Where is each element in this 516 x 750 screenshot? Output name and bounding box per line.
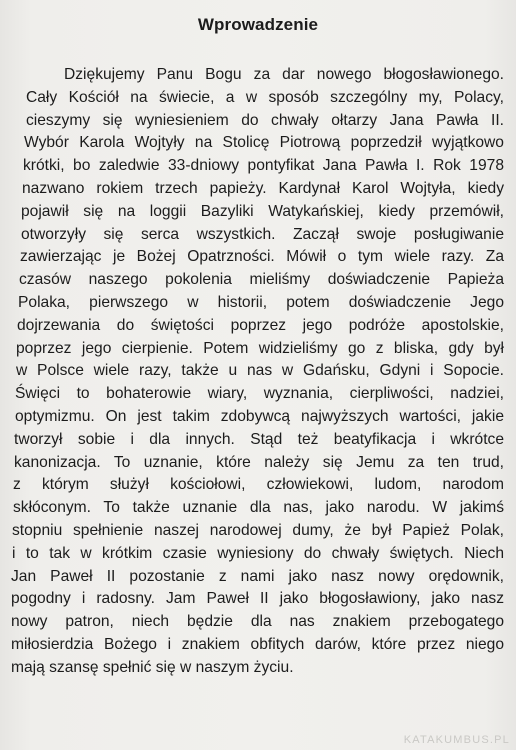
body-text — [0, 64, 516, 680]
text-line: dojrzewania do świętości poprzez jego podróże apostolskie, — [17, 316, 504, 334]
text-line: Polaka, pierwszego w historii, potem doświadczenie Jego — [18, 293, 504, 311]
text-line: Dziękujemy Panu Bogu za dar nowego błogosławionego. — [64, 66, 504, 83]
text-line: Wybór Karola Wojtyły na Stolicę Piotrową poprzedził wyjątkowo — [24, 134, 504, 152]
text-line: pojawił się na loggii Bazyliki Watykańskiej, kiedy przemówił, — [21, 202, 504, 220]
text-line: nazwano rokiem trzech papieży. Kardynał Karol Wojtyła, kiedy — [22, 179, 504, 197]
text-line: z którym służył kościołowi, człowiekowi, ludom, narodom — [13, 476, 504, 494]
text-line: Jan Paweł II pozostanie z nami jako nasz nowy orędownik, — [11, 567, 504, 585]
text-line: otworzyły się serca wszystkich. Zaczął swoje posługiwanie — [21, 225, 504, 243]
text-line: kanonizacja. To uznanie, które należy się Jemu za ten trud, — [14, 453, 504, 471]
text-line: poprzez jego cierpienie. Potem widzieliśmy go z bliska, gdy był — [16, 339, 504, 357]
watermark: KATAKUMBUS.PL — [403, 734, 510, 746]
text-line: miłosierdzia Bożego i znakiem obfitych darów, które przez niego — [11, 635, 504, 653]
text-line: nowy patron, niech będzie dla nas znakiem przebogatego — [11, 613, 504, 631]
text-line: pogodny i radosny. Jam Paweł II jako błogosławiony, jako nasz — [11, 590, 504, 608]
text-line: Święci to bohaterowie wiary, wyznania, cierpliwości, nadziei, — [15, 385, 504, 403]
text-line: optymizmu. On jest takim zdobywcą najwyższych wartości, jakie — [15, 407, 504, 425]
text-line: zawierzając je Bożej Opatrzności. Mówił o tym wiele razy. Za — [20, 248, 504, 266]
text-line: skłóconym. To także uznanie dla nas, jako narodu. W jakimś — [13, 499, 504, 517]
chapter-title: Wprowadzenie — [197, 15, 319, 34]
text-line: mają szansę spełnić się w naszym życiu. — [11, 658, 294, 676]
text-line: cieszymy się wyniesieniem do chwały ołtarzy Jana Pawła II. — [26, 111, 504, 129]
text-line: krótki, bo zaledwie 33-dniowy pontyfikat Jana Pawła I. Rok 1978 — [23, 157, 504, 175]
text-line: i to tak w krótkim czasie wyniesiony do chwały świętych. Niech — [12, 544, 504, 562]
text-line: w Polsce wiele razy, także u nas w Gdańsku, Gdyni i Sopocie. — [16, 362, 504, 380]
text-line: Cały Kościół na świecie, a w sposób szczególny my, Polacy, — [26, 88, 504, 106]
text-line: stopniu spełnienie naszej narodowej dumy, że był Papież Polak, — [12, 521, 504, 539]
text-line: tworzył sobie i dla innych. Stąd też beatyfikacja i wkrótce — [14, 430, 504, 448]
text-line: czasów naszego pokolenia mieliśmy doświadczenie Papieża — [19, 271, 504, 289]
